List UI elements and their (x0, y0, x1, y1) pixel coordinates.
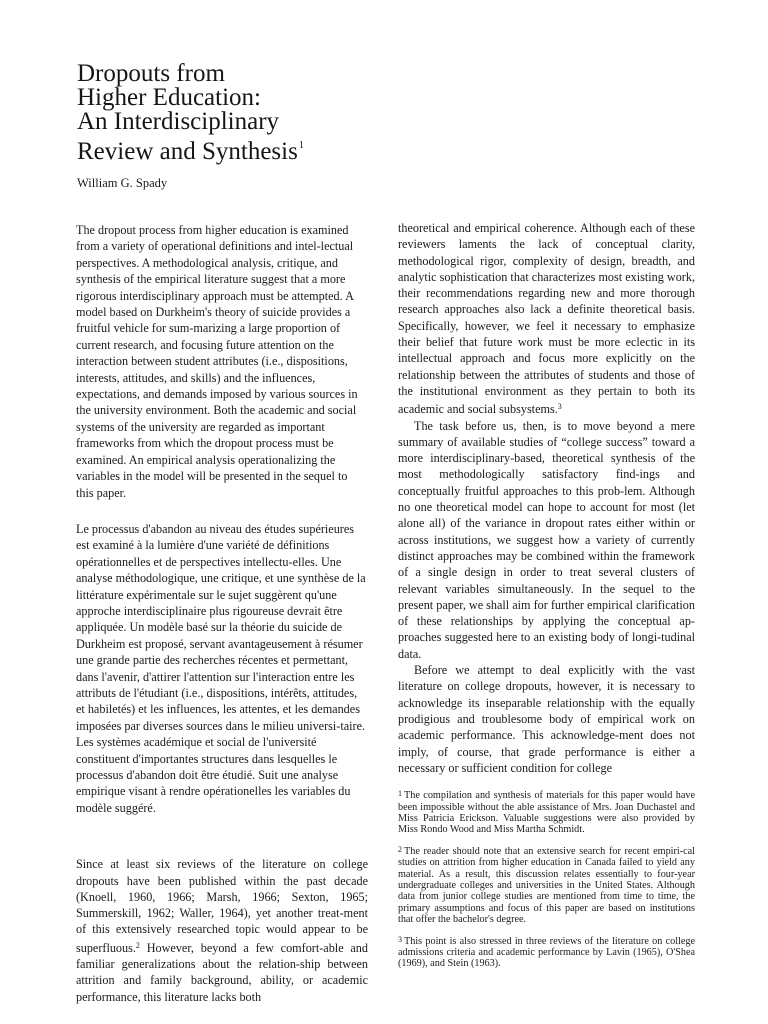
footnotes-section (398, 788, 695, 970)
footnote-3 (398, 934, 695, 970)
footnote-1-text: The compilation and synthesis of materials for this paper would have been impossible without the able assistance of Mrs. Joan Duchastel and Miss Patricia Erickson. Valuable suggestions were also provided by Miss Rondo Wood and Miss Martha Schmidt. (398, 790, 695, 836)
right-column (398, 220, 695, 978)
title-line-3: An Interdisciplinary (77, 108, 280, 135)
footnote-3-text: This point is also stressed in three reviews of the literature on college admissions criteria and academic performance by Lavin (1965), O'Shea (1969), and Stein (1963). (398, 935, 695, 970)
body-intro-text-cont: However, beyond a few comfort-able and familiar generalizations about the relation-ship between attrition and family background, ability, or academic performance, this literature lacks both (76, 940, 368, 1004)
body-paragraph-1 (398, 220, 695, 418)
body-paragraph-intro (76, 856, 368, 1005)
title-footnote-mark: 1 (298, 140, 304, 151)
footnote-ref-3: 3 (557, 402, 562, 412)
article-title (77, 62, 377, 164)
footnote-3-mark: 3 (398, 934, 402, 944)
body-paragraph-2: The task before us, then, is to move beyond a mere summary of available studies of “college success” toward a more interdisciplinary-based, theoretical synthesis of the most methodologically satisfactory find-ings and conceptually fruitful approaches to this prob-lem. Although no one theoretical model can hope to account for most (let alone all) of the variance in dropout rates either within or across institutions, we suggest how a variety of currently distinct approaches may be combined within the framework of a single design in order to treat several clusters of relevant variables simultaneously. In the sequel to the present paper, we shall aim for further empirical clarification of these relationships by applying the conceptual ap-proaches suggested here to an existing body of longi-tudinal data. (398, 418, 695, 661)
author-name: William G. Spady (77, 176, 168, 190)
title-line-4 (77, 134, 377, 164)
footnote-2 (398, 844, 695, 926)
footnote-2-mark: 2 (398, 844, 402, 854)
title-line-2: Higher Education: (77, 84, 261, 111)
abstract-french: Le processus d'abandon au niveau des études supérieures est examiné à la lumière d'une variété de définitions opérationnelles et de perspectives intellectu-elles. Une analyse méthodologique, une critique, et une synthèse de la littérature expérimentale sur le sujet suggèrent qu'une approche interdisciplinaire plus rigoureuse devrait être appliquée. Un modèle basé sur la théorie du suicide de Durkheim est proposé, servant avantageusement à résumer une grande partie des recherches récentes et permettant, dans l'avenir, d'attirer l'attention sur l'interaction entre les attributs de l'étudiant (i.e., dispositions, intérêts, attitudes, et habiletés) et les influences, les attentes, et les demandes imposées par diverses sources dans le milieu universi-taire. Les systèmes académique et social de l'université constituent d'importantes structures dans lesquelles le processus d'abandon doit être étudié. Suit une analyse empirique visant à rendre opérationelles les variables du modèle suggéré. (76, 521, 366, 815)
footnote-ref-2: 2 (135, 940, 140, 950)
footnote-1-mark: 1 (398, 789, 402, 799)
abstract-english: The dropout process from higher education is examined from a variety of operational definitions and intel-lectual perspectives. A methodological analysis, critique, and synthesis of the empirical literature suggest that a more rigorous interdisciplinary approach must be attempted. A model based on Durkheim's theory of suicide provides a fruitful vehicle for sum-marizing a large proportion of current research, and focusing future attention on the interaction between student attributes (i.e., dispositions, interests, attitudes, and skills) and the influences, expectations, and demands imposed by various sources in the university environment. Both the academic and social systems of the university are regarded as important frameworks from which the dropout process must be examined. An empirical analysis operationalizing the variables in the model will be presented in the sequel to this paper. (76, 223, 358, 500)
left-column (76, 222, 368, 1005)
title-line-1: Dropouts from (77, 60, 225, 87)
footnote-2-text: The reader should note that an extensive search for recent empiri-cal studies on attrition from higher education in Canada failed to yield any material. As a result, this discussion relates essentially to four-year undergraduate colleges and universities in the United States. Although data from junior college studies are mentioned from time to time, the primary assumptions and focus of this paper are based on institutions that offer the bachelor's degree. (398, 845, 695, 926)
body-intro-text: Since at least six reviews of the literature on college dropouts have been published within the past decade (Knoell, 1960, 1966; Marsh, 1966; Sexton, 1965; Summerskill, 1962; Waller, 1964), yet another treat-ment of this extensively researched topic would appear to be superfluous. (76, 857, 368, 955)
body-paragraph-3: Before we attempt to deal explicitly with the vast literature on college dropouts, however, it is necessary to acknowledge its inseparable relationship with the equally prodigious and troublesome body of empirical work on academic performance. This acknowledge-ment does not imply, of course, that grade performance is either a necessary or sufficient condition for college (398, 663, 695, 775)
body-paragraph-1-text: theoretical and empirical coherence. Although each of these reviewers laments the lack of conceptual clarity, methodological rigor, complexity of design, breadth, and analytic sophistication that characterizes most existing work, their recommendations regarding new and more thorough research approaches also lack a definite theoretical basis. Specifically, however, we feel it necessary to emphasize their belief that future work must be more eclectic in its intellectual approach and focus more explicitly on the relationship between the attributes of students and those of the institutional environment as they pertain to both its academic and social subsystems. (398, 221, 695, 417)
footnote-1 (398, 788, 695, 836)
title-line-4-text: Review and Synthesis (77, 138, 298, 165)
